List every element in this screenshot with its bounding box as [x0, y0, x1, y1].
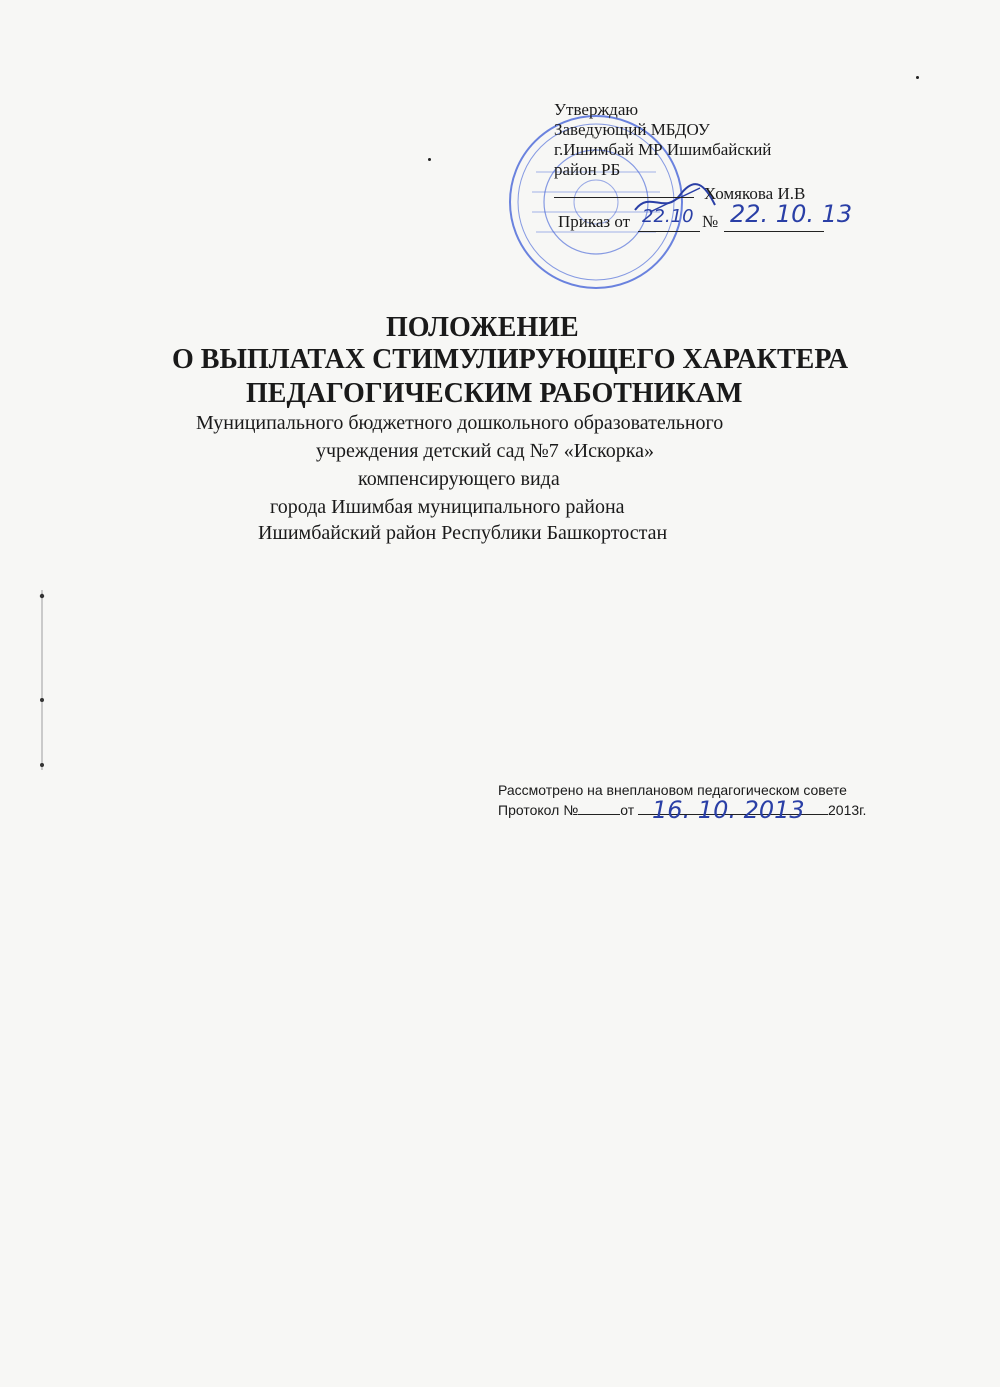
signature-line [554, 197, 694, 198]
approval-position: Заведующий МБДОУ [554, 120, 710, 139]
binding-thread [36, 590, 48, 770]
order-date-line [638, 231, 700, 232]
order-number-handwritten: 22. 10. 13 [730, 200, 853, 228]
order-number-label: № [702, 212, 719, 231]
order-label: Приказ от [558, 212, 631, 231]
protocol-number-line [578, 802, 620, 815]
paper-speck [916, 76, 919, 79]
protocol-label: Протокол № [498, 802, 579, 818]
document-title: ПОЛОЖЕНИЕ [386, 312, 579, 343]
protocol-from-label: от [620, 802, 635, 818]
protocol-year: 2013г. [828, 802, 867, 818]
order-number-line [724, 231, 824, 232]
protocol-date-handwritten: 16. 10. 2013 [652, 796, 805, 824]
institution-line-2: учреждения детский сад №7 «Искорка» [316, 440, 655, 462]
head-name: Хомякова И.В [704, 184, 806, 203]
approval-city: г.Ишимбай МР Ишимбайский [554, 140, 772, 159]
approval-heading: Утверждаю [554, 100, 639, 119]
approval-district: район РБ [554, 160, 621, 179]
order-date-handwritten: 22.10 [642, 206, 694, 227]
council-note: Рассмотрено на внеплановом педагогическом совете [498, 782, 847, 798]
institution-line-4: города Ишимбая муниципального района [270, 496, 625, 518]
paper-speck [428, 158, 431, 161]
institution-line-1: Муниципального бюджетного дошкольного образовательного [196, 412, 724, 434]
institution-line-5: Ишимбайский район Республики Башкортостан [258, 522, 668, 544]
document-title-line-3: ПЕДАГОГИЧЕСКИМ РАБОТНИКАМ [246, 378, 743, 409]
document-title-line-2: О ВЫПЛАТАХ СТИМУЛИРУЮЩЕГО ХАРАКТЕРА [172, 344, 849, 375]
institution-line-3: компенсирующего вида [358, 468, 560, 490]
